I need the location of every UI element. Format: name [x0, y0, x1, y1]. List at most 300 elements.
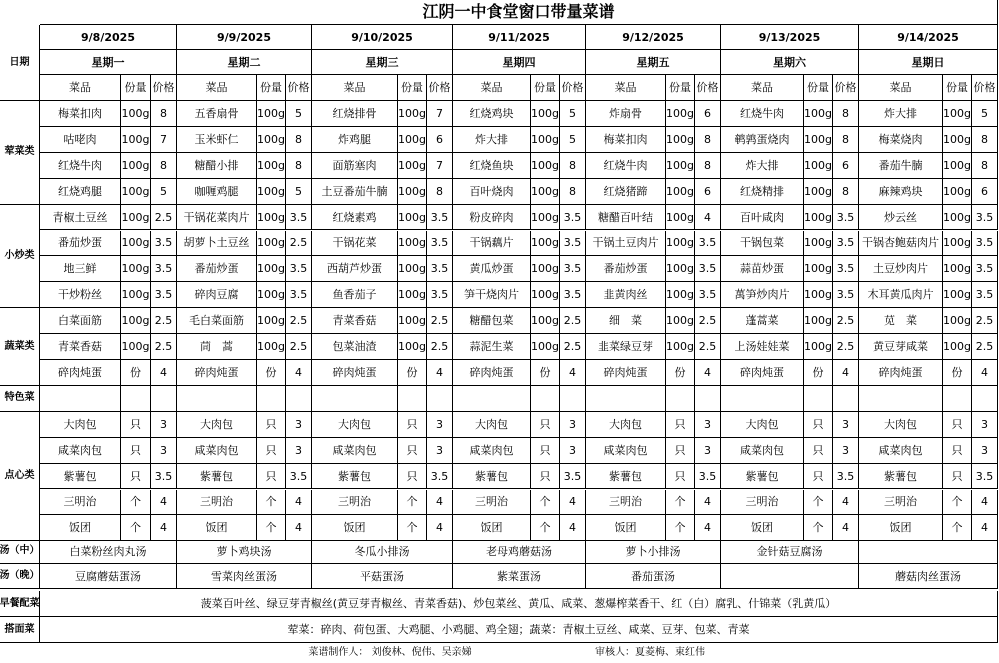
dish-name [859, 386, 943, 412]
column-header: 价格 [427, 75, 453, 101]
column-header: 份量 [121, 75, 151, 101]
column-header: 份量 [804, 75, 833, 101]
dish-portion: 只 [121, 438, 151, 464]
dish-name: 白菜面筋 [40, 308, 121, 334]
dish-name: 木耳黄瓜肉片 [859, 282, 943, 308]
dish-name: 番茄炒蛋 [586, 256, 666, 282]
dish-portion: 100g [398, 153, 427, 179]
dish-name: 咸菜肉包 [40, 438, 121, 464]
dish-name: 萬笋炒肉片 [721, 282, 804, 308]
dish-price: 4 [560, 515, 586, 541]
dish-price: 8 [151, 153, 177, 179]
column-header: 份量 [943, 75, 972, 101]
dish-portion: 只 [398, 412, 427, 438]
dish-portion: 100g [121, 231, 151, 257]
dish-portion: 100g [804, 231, 833, 257]
dish-name: 青椒土豆丝 [40, 205, 121, 231]
dish-name: 红烧鸡腿 [40, 179, 121, 205]
dish-portion: 个 [943, 490, 972, 516]
column-header: 菜品 [721, 75, 804, 101]
column-header: 价格 [972, 75, 998, 101]
dish-name: 三明治 [586, 490, 666, 516]
dish-price: 3.5 [972, 464, 998, 490]
column-header: 菜品 [312, 75, 398, 101]
dish-portion [121, 386, 151, 412]
day-weekday: 星期四 [453, 50, 586, 75]
dish-portion: 100g [398, 231, 427, 257]
dish-portion: 100g [257, 101, 286, 127]
dish-price: 6 [833, 153, 859, 179]
dish-price: 3.5 [151, 256, 177, 282]
dish-portion: 个 [398, 490, 427, 516]
dish-name: 黄豆芽咸菜 [859, 334, 943, 360]
dish-name: 鱼香茄子 [312, 282, 398, 308]
dish-price: 8 [286, 153, 312, 179]
dish-price [560, 386, 586, 412]
dish-name: 地三鲜 [40, 256, 121, 282]
dish-price: 3.5 [151, 231, 177, 257]
column-header: 份量 [666, 75, 695, 101]
dish-name: 三明治 [721, 490, 804, 516]
dish-name: 饭团 [859, 515, 943, 541]
column-header: 价格 [151, 75, 177, 101]
day-date: 9/14/2025 [859, 25, 998, 50]
category-label: 点心类 [0, 412, 40, 542]
dish-name: 麻辣鸡块 [859, 179, 943, 205]
dish-portion: 100g [531, 153, 560, 179]
dish-name: 青菜香菇 [312, 308, 398, 334]
dish-name: 土豆番茄牛腩 [312, 179, 398, 205]
dish-price: 3.5 [972, 256, 998, 282]
dish-portion: 100g [666, 231, 695, 257]
dish-name: 土豆炒肉片 [859, 256, 943, 282]
dish-name: 百叶咸肉 [721, 205, 804, 231]
dish-name: 咸菜肉包 [312, 438, 398, 464]
dish-name: 上汤娃娃菜 [721, 334, 804, 360]
dish-name: 饭团 [453, 515, 531, 541]
dish-name: 饭团 [586, 515, 666, 541]
dish-portion: 只 [943, 438, 972, 464]
dish-name: 西葫芦炒蛋 [312, 256, 398, 282]
dish-price: 7 [427, 153, 453, 179]
dish-price: 5 [972, 101, 998, 127]
dish-price: 4 [833, 490, 859, 516]
breakfast-text: 菠菜百叶丝、绿豆芽青椒丝(黄豆芽青椒丝、青菜香菇)、炒包菜丝、黄瓜、咸菜、葱爆榨菜香干、红（白）腐乳、什锦菜（乳黄瓜） [40, 591, 998, 617]
dish-portion: 只 [531, 438, 560, 464]
dish-price: 3 [151, 438, 177, 464]
dish-price: 4 [427, 515, 453, 541]
dish-price: 2.5 [286, 334, 312, 360]
dish-portion: 100g [666, 127, 695, 153]
dish-price: 2.5 [560, 334, 586, 360]
dish-portion: 只 [943, 464, 972, 490]
dish-price: 5 [151, 179, 177, 205]
dish-price: 3.5 [560, 464, 586, 490]
dish-price: 5 [286, 101, 312, 127]
dish-price: 3.5 [427, 231, 453, 257]
dish-portion: 只 [666, 438, 695, 464]
dish-price: 3.5 [286, 205, 312, 231]
dish-portion [804, 386, 833, 412]
dish-portion: 份 [804, 360, 833, 386]
dish-portion: 100g [257, 282, 286, 308]
dish-price: 4 [560, 360, 586, 386]
dish-portion: 100g [257, 308, 286, 334]
dish-name: 咸菜肉包 [586, 438, 666, 464]
dish-portion: 100g [804, 308, 833, 334]
dish-portion: 100g [257, 179, 286, 205]
dish-price: 4 [695, 515, 721, 541]
dish-name: 炒云丝 [859, 205, 943, 231]
dish-portion: 只 [531, 464, 560, 490]
dish-portion: 100g [121, 179, 151, 205]
dish-price [833, 386, 859, 412]
dish-price: 3 [695, 412, 721, 438]
dish-portion [666, 386, 695, 412]
dish-portion: 100g [121, 282, 151, 308]
dish-price: 4 [972, 515, 998, 541]
dish-name: 三明治 [177, 490, 257, 516]
dish-price: 3 [286, 412, 312, 438]
dish-name: 紫薯包 [177, 464, 257, 490]
dish-price: 2.5 [151, 308, 177, 334]
dish-portion: 100g [121, 308, 151, 334]
soup-item: 金针菇豆腐汤 [721, 539, 859, 564]
dish-price: 3.5 [560, 282, 586, 308]
soup-label: 汤（中） [0, 539, 40, 564]
dish-portion: 100g [531, 231, 560, 257]
dish-portion: 个 [121, 515, 151, 541]
day-date: 9/10/2025 [312, 25, 453, 50]
dish-portion: 份 [666, 360, 695, 386]
dish-price: 8 [695, 127, 721, 153]
soup-item: 平菇蛋汤 [312, 564, 453, 589]
dish-portion: 100g [257, 153, 286, 179]
day-date: 9/8/2025 [40, 25, 177, 50]
dish-portion: 100g [804, 179, 833, 205]
column-header: 份量 [257, 75, 286, 101]
dish-price: 3.5 [427, 205, 453, 231]
dish-portion: 100g [398, 101, 427, 127]
dish-price: 3 [695, 438, 721, 464]
dish-price: 2.5 [286, 308, 312, 334]
dish-portion: 个 [804, 490, 833, 516]
dish-portion: 100g [666, 179, 695, 205]
day-date: 9/13/2025 [721, 25, 859, 50]
dish-name: 番茄牛腩 [859, 153, 943, 179]
dish-price [427, 386, 453, 412]
dish-name: 碎肉炖蛋 [586, 360, 666, 386]
dish-name: 糖醋百叶结 [586, 205, 666, 231]
dish-price: 5 [560, 127, 586, 153]
dish-price: 5 [286, 179, 312, 205]
dish-name: 粉皮碎肉 [453, 205, 531, 231]
dish-price: 3.5 [427, 282, 453, 308]
dish-name: 红烧牛肉 [40, 153, 121, 179]
dish-price: 3.5 [833, 464, 859, 490]
dish-name: 红烧牛肉 [721, 101, 804, 127]
dish-name: 咸菜肉包 [859, 438, 943, 464]
dish-portion: 只 [666, 464, 695, 490]
dish-price: 2.5 [286, 231, 312, 257]
column-header: 价格 [560, 75, 586, 101]
dish-price: 3 [833, 438, 859, 464]
dish-price: 4 [151, 490, 177, 516]
dish-price: 3.5 [286, 282, 312, 308]
dish-portion: 100g [666, 282, 695, 308]
dish-price: 3.5 [151, 464, 177, 490]
soup-item: 番茄蛋汤 [586, 564, 721, 589]
dish-name: 红烧素鸡 [312, 205, 398, 231]
dish-name: 大肉包 [859, 412, 943, 438]
day-weekday: 星期三 [312, 50, 453, 75]
dish-name: 三明治 [40, 490, 121, 516]
soup-item [721, 564, 859, 589]
dish-portion: 100g [531, 127, 560, 153]
dish-price: 6 [695, 179, 721, 205]
dish-portion: 100g [121, 334, 151, 360]
dish-name: 饭团 [177, 515, 257, 541]
dish-name: 干炒粉丝 [40, 282, 121, 308]
dish-portion: 100g [121, 153, 151, 179]
sheet-title: 江阴一中食堂窗口带量菜谱 [40, 0, 998, 25]
dish-portion: 100g [943, 334, 972, 360]
dish-portion: 100g [804, 101, 833, 127]
dish-name: 蒜泥生菜 [453, 334, 531, 360]
dish-name: 碎肉炖蛋 [453, 360, 531, 386]
dish-name: 炸大排 [859, 101, 943, 127]
dish-portion: 100g [666, 205, 695, 231]
dish-name: 紫薯包 [40, 464, 121, 490]
column-header: 菜品 [453, 75, 531, 101]
dish-price: 3.5 [972, 205, 998, 231]
dish-portion: 100g [257, 256, 286, 282]
dish-name: 蒜苗炒蛋 [721, 256, 804, 282]
dish-price: 3.5 [427, 464, 453, 490]
dish-price: 8 [560, 179, 586, 205]
dish-price: 6 [695, 101, 721, 127]
dish-price: 8 [972, 127, 998, 153]
dish-name: 五香扇骨 [177, 101, 257, 127]
dish-portion: 100g [666, 308, 695, 334]
dish-price: 3.5 [833, 205, 859, 231]
dish-name: 糖醋包菜 [453, 308, 531, 334]
dish-portion: 100g [943, 101, 972, 127]
dish-price: 3 [972, 412, 998, 438]
dish-price: 2.5 [972, 334, 998, 360]
day-weekday: 星期五 [586, 50, 721, 75]
soup-item: 蘑菇肉丝蛋汤 [859, 564, 998, 589]
dish-price: 3.5 [972, 282, 998, 308]
day-date: 9/12/2025 [586, 25, 721, 50]
dish-portion: 100g [121, 127, 151, 153]
dish-portion: 个 [257, 490, 286, 516]
dish-portion: 份 [257, 360, 286, 386]
soup-item: 冬瓜小排汤 [312, 539, 453, 564]
dish-price: 8 [972, 153, 998, 179]
dish-portion: 100g [398, 334, 427, 360]
dish-portion: 只 [943, 412, 972, 438]
dish-price: 3 [972, 438, 998, 464]
dish-portion: 个 [257, 515, 286, 541]
dish-price: 3.5 [151, 282, 177, 308]
soup-item: 白菜粉丝肉丸汤 [40, 539, 177, 564]
dish-price: 3.5 [695, 464, 721, 490]
dish-name: 笋干烧肉片 [453, 282, 531, 308]
dish-portion [398, 386, 427, 412]
dish-portion: 份 [531, 360, 560, 386]
soup-item: 紫菜蛋汤 [453, 564, 586, 589]
dish-name: 大肉包 [721, 412, 804, 438]
dish-name: 番茄炒蛋 [177, 256, 257, 282]
dish-portion: 只 [398, 438, 427, 464]
category-label: 小炒类 [0, 205, 40, 309]
dish-name: 红烧鸡块 [453, 101, 531, 127]
dish-portion: 100g [943, 153, 972, 179]
dish-price: 2.5 [151, 205, 177, 231]
dish-name: 咸菜肉包 [177, 438, 257, 464]
dish-price: 2.5 [427, 334, 453, 360]
dish-portion: 100g [398, 282, 427, 308]
dish-portion: 100g [943, 256, 972, 282]
dish-price: 8 [833, 127, 859, 153]
dish-portion: 100g [943, 231, 972, 257]
dish-portion: 份 [121, 360, 151, 386]
dish-price: 3 [560, 438, 586, 464]
noodle-label: 搭面菜 [0, 617, 40, 643]
dish-name: 干锅花菜肉片 [177, 205, 257, 231]
dish-name [721, 386, 804, 412]
dish-name: 炸鸡腿 [312, 127, 398, 153]
dish-name: 紫薯包 [586, 464, 666, 490]
dish-portion: 100g [804, 153, 833, 179]
dish-price: 4 [695, 490, 721, 516]
dish-name: 碎肉炖蛋 [312, 360, 398, 386]
dish-portion: 100g [121, 205, 151, 231]
dish-name: 苋 菜 [859, 308, 943, 334]
dish-name: 三明治 [312, 490, 398, 516]
day-date: 9/11/2025 [453, 25, 586, 50]
dish-price: 8 [560, 153, 586, 179]
dish-price: 3.5 [833, 282, 859, 308]
dish-price: 3.5 [695, 282, 721, 308]
dish-name [177, 386, 257, 412]
dish-portion: 100g [804, 205, 833, 231]
dish-name: 鹌鹑蛋烧肉 [721, 127, 804, 153]
dish-name: 毛白菜面筋 [177, 308, 257, 334]
dish-portion: 个 [943, 515, 972, 541]
dish-portion: 份 [943, 360, 972, 386]
dish-name: 紫薯包 [859, 464, 943, 490]
dish-portion [257, 386, 286, 412]
dish-name: 紫薯包 [453, 464, 531, 490]
corner-blank [0, 0, 40, 25]
dish-price: 4 [427, 490, 453, 516]
column-header: 份量 [531, 75, 560, 101]
dish-portion: 100g [257, 205, 286, 231]
dish-portion: 只 [804, 412, 833, 438]
dish-portion: 个 [398, 515, 427, 541]
dish-name: 大肉包 [586, 412, 666, 438]
dish-price: 8 [833, 101, 859, 127]
dish-name: 炸大排 [721, 153, 804, 179]
dish-name: 碎肉炖蛋 [859, 360, 943, 386]
dish-price: 4 [695, 360, 721, 386]
dish-portion: 100g [531, 101, 560, 127]
column-header: 价格 [286, 75, 312, 101]
dish-portion: 100g [531, 282, 560, 308]
dish-name: 咸菜肉包 [453, 438, 531, 464]
dish-price: 3.5 [286, 464, 312, 490]
soup-item: 萝卜鸡块汤 [177, 539, 312, 564]
dish-name: 红烧精排 [721, 179, 804, 205]
dish-price: 2.5 [972, 308, 998, 334]
dish-name: 碎肉炖蛋 [721, 360, 804, 386]
dish-portion: 100g [666, 256, 695, 282]
dish-price: 7 [427, 101, 453, 127]
dish-name: 梅菜扣肉 [40, 101, 121, 127]
dish-price: 3 [427, 412, 453, 438]
dish-price: 4 [286, 490, 312, 516]
dish-price: 2.5 [833, 308, 859, 334]
dish-name: 韭黄肉丝 [586, 282, 666, 308]
dish-price: 8 [833, 179, 859, 205]
dish-name: 咖喱鸡腿 [177, 179, 257, 205]
dish-price: 4 [286, 360, 312, 386]
dish-portion: 100g [531, 334, 560, 360]
dish-portion: 100g [804, 282, 833, 308]
dish-portion: 只 [804, 438, 833, 464]
dish-name: 碎肉豆腐 [177, 282, 257, 308]
dish-name: 干锅包菜 [721, 231, 804, 257]
dish-name: 青菜香菇 [40, 334, 121, 360]
soup-item: 雪菜肉丝蛋汤 [177, 564, 312, 589]
dish-portion: 100g [804, 256, 833, 282]
dish-price: 4 [833, 360, 859, 386]
dish-portion: 100g [398, 205, 427, 231]
dish-name: 炸大排 [453, 127, 531, 153]
dish-portion: 只 [121, 412, 151, 438]
dish-price: 3.5 [286, 256, 312, 282]
dish-price: 3.5 [833, 256, 859, 282]
dish-price: 3.5 [427, 256, 453, 282]
dish-name: 蓬蒿菜 [721, 308, 804, 334]
dish-portion: 100g [804, 334, 833, 360]
dish-price: 2.5 [695, 308, 721, 334]
dish-portion: 100g [666, 334, 695, 360]
soup-label: 汤（晚） [0, 564, 40, 589]
dish-name: 饭团 [312, 515, 398, 541]
dish-name: 碎肉炖蛋 [40, 360, 121, 386]
dish-name: 细 菜 [586, 308, 666, 334]
column-header: 份量 [398, 75, 427, 101]
dish-price [972, 386, 998, 412]
dish-portion: 100g [398, 179, 427, 205]
dish-name: 黄瓜炒蛋 [453, 256, 531, 282]
dish-name: 百叶烧肉 [453, 179, 531, 205]
dish-price: 4 [151, 360, 177, 386]
dish-portion: 个 [531, 515, 560, 541]
dish-price: 3.5 [560, 205, 586, 231]
dish-price: 4 [833, 515, 859, 541]
dish-name [586, 386, 666, 412]
dish-price: 3.5 [695, 231, 721, 257]
dish-portion: 个 [804, 515, 833, 541]
day-weekday: 星期一 [40, 50, 177, 75]
dish-price: 4 [560, 490, 586, 516]
dish-price: 4 [972, 490, 998, 516]
dish-name: 大肉包 [312, 412, 398, 438]
